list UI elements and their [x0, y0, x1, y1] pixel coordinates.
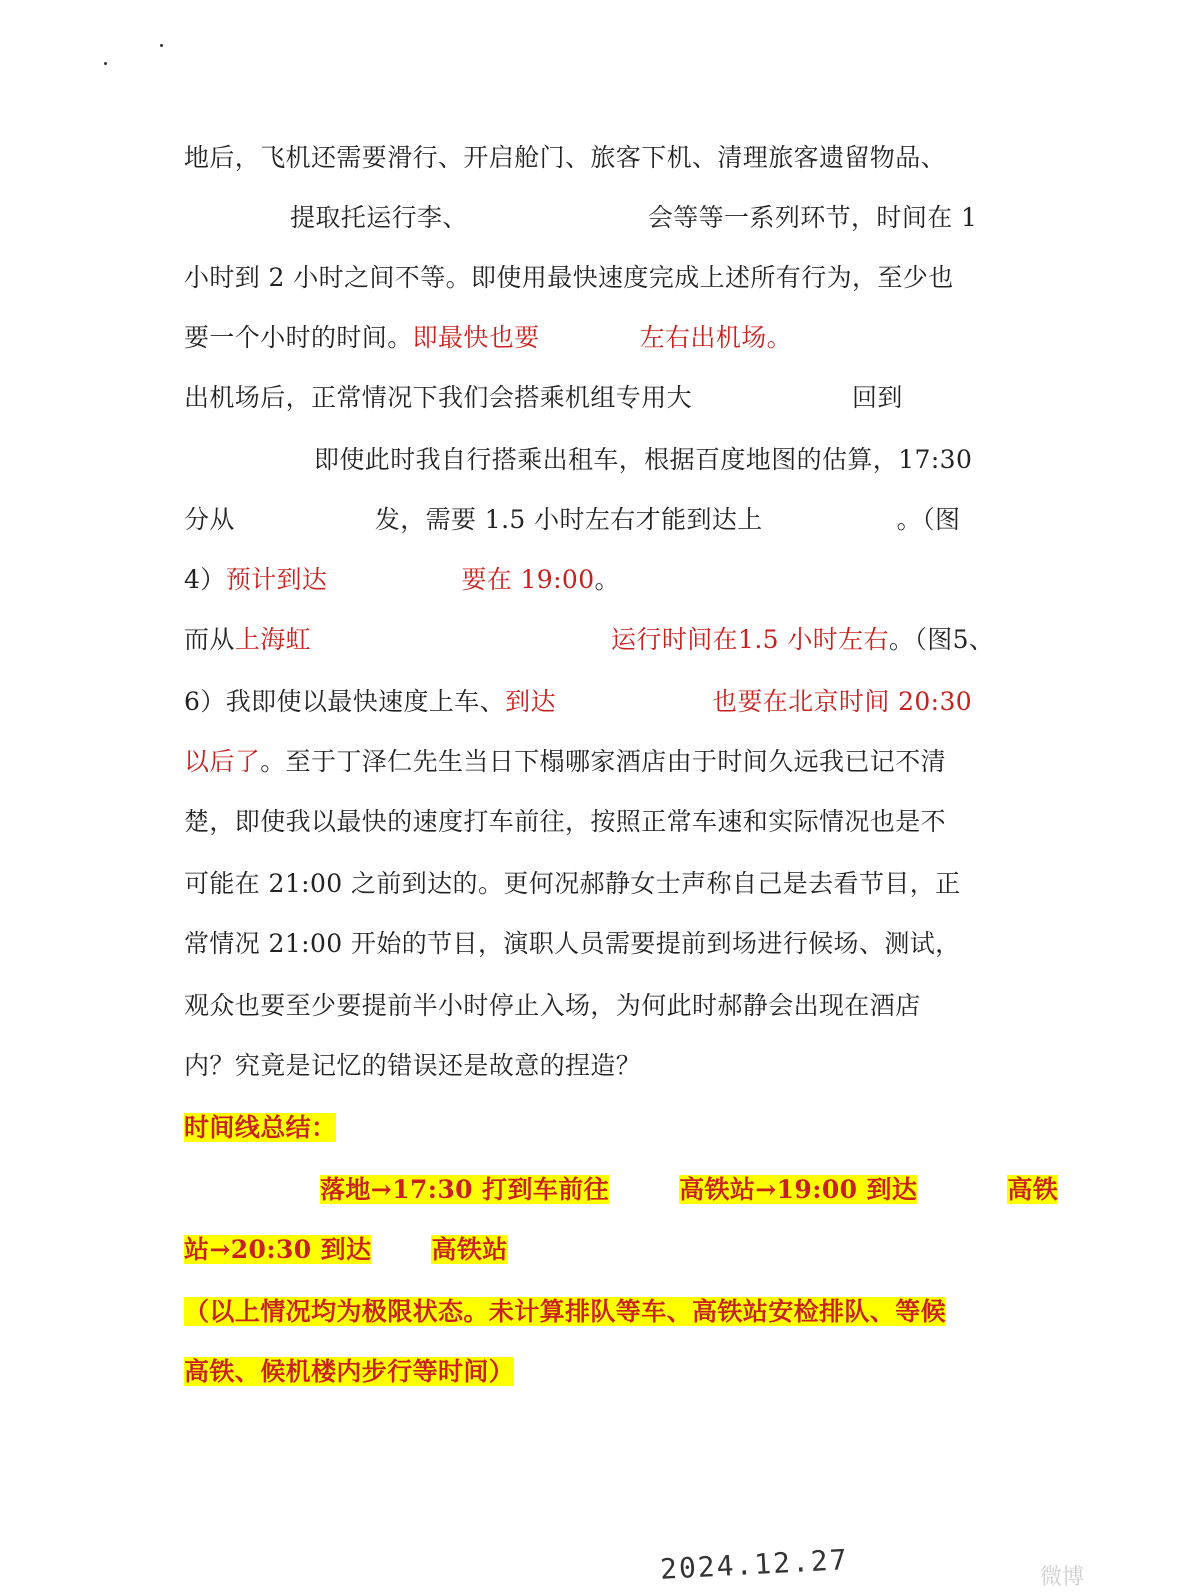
redaction [184, 1173, 320, 1211]
paragraph-line-8 [184, 558, 620, 602]
text-run: 提取托运行李、 [290, 203, 468, 232]
redaction [468, 204, 648, 236]
highlight-block [184, 1235, 508, 1264]
paragraph-line-13 [184, 862, 961, 906]
text-run: 。（图 [896, 505, 961, 534]
text-run-red: 运行时间在1.5 小时左右 [611, 625, 889, 654]
timeline-summary-line-4 [184, 1350, 514, 1394]
paragraph-line-6 [184, 438, 972, 482]
paragraph-line-4 [184, 316, 792, 360]
timeline-summary-heading [184, 1106, 336, 1150]
paragraph-line-3 [184, 256, 954, 300]
highlighted-heading: 时间线总结： [184, 1113, 337, 1142]
redaction [235, 506, 375, 538]
text-run-red: 也要在北京时间 20:30 [711, 687, 973, 716]
text-run: 分从 [184, 505, 235, 534]
text-run-red: 高铁 [1007, 1175, 1059, 1204]
paragraph-line-11 [184, 740, 946, 784]
text-run: 即使此时我自行搭乘出租车，根据百度地图的估算，17:30 [314, 445, 973, 474]
text-run: 观众也要至少要提前半小时停止入场，为何此时郝静会出现在酒店 [184, 991, 921, 1020]
timeline-summary-line-2 [184, 1228, 508, 1272]
text-run: 内？究竟是记忆的错误还是故意的捏造？ [184, 1051, 642, 1080]
paragraph-line-7 [184, 498, 960, 542]
text-run: 小时到 2 小时之间不等。即使用最快速度完成上述所有行为，至少也 [184, 263, 954, 292]
text-run: 。 [594, 565, 620, 594]
redaction [540, 324, 640, 356]
text-run: 可能在 21:00 之前到达的。更何况郝静女士声称自己是去看节目，正 [184, 869, 961, 898]
redaction [556, 688, 712, 720]
text-run-red: 上海虹 [234, 625, 312, 654]
text-run: 要一个小时的时间。 [184, 323, 413, 352]
redaction [327, 566, 461, 598]
text-run-red: 站→20:30 到达 [184, 1235, 372, 1264]
text-run-red: 到达 [505, 687, 556, 716]
text-run: 而从 [184, 625, 235, 654]
paragraph-line-16 [184, 1044, 641, 1088]
paragraph-line-5 [184, 376, 903, 420]
text-run-red: （以上情况均为极限状态。未计算排队等车、高铁站安检排队、等候 [184, 1297, 947, 1326]
text-run-red: 预计到达 [225, 565, 328, 594]
paragraph-line-10 [184, 680, 972, 724]
text-run: 楚，即使我以最快的速度打车前往，按照正常车速和实际情况也是不 [184, 807, 947, 836]
redaction [609, 1173, 679, 1211]
paragraph-line-14 [184, 922, 961, 966]
handwritten-date: 2024.12.27 [659, 1543, 850, 1586]
paragraph-line-9 [184, 618, 994, 662]
scan-speck [160, 44, 163, 47]
redaction [371, 1233, 431, 1271]
paragraph-line-1 [184, 136, 946, 180]
text-run: 4） [184, 565, 226, 594]
redaction [917, 1173, 1007, 1211]
text-run-red: 要在 19:00 [461, 565, 595, 594]
paragraph-line-12 [184, 800, 946, 844]
timeline-summary-line-3 [184, 1290, 946, 1334]
text-run: 。至于丁泽仁先生当日下榻哪家酒店由于时间久远我已记不清 [260, 747, 947, 776]
timeline-summary-line-1 [184, 1168, 1058, 1212]
text-run-red: 左右出机场。 [639, 323, 793, 352]
redaction [763, 506, 897, 538]
watermark: 微博 [1040, 1565, 1085, 1590]
text-run-red: 高铁站→19:00 到达 [679, 1175, 918, 1204]
redaction [311, 626, 611, 658]
text-run-red: 落地→17:30 打到车前往 [320, 1175, 610, 1204]
highlight-block [184, 1175, 1058, 1204]
text-run: 6）我即使以最快速度上车、 [184, 687, 506, 716]
redaction [184, 204, 290, 236]
text-run: 常情况 21:00 开始的节目，演职人员需要提前到场进行候场、测试， [184, 929, 961, 958]
text-run: 回到 [852, 383, 903, 412]
text-run: 发，需要 1.5 小时左右才能到达上 [374, 505, 763, 534]
text-run-red: 即最快也要 [412, 323, 540, 352]
text-run: 出机场后，正常情况下我们会搭乘机组专用大 [184, 383, 693, 412]
redaction [692, 384, 852, 416]
text-run: 地后，飞机还需要滑行、开启舱门、旅客下机、清理旅客遗留物品、 [184, 143, 947, 172]
redaction [184, 446, 314, 478]
text-run-red: 以后了 [184, 747, 261, 776]
scan-speck [104, 62, 107, 65]
paragraph-line-15 [184, 984, 921, 1028]
text-run: 。（图5、 [888, 625, 995, 654]
text-run: 会等等一系列环节，时间在 1 [647, 203, 978, 232]
text-run-red: 高铁、候机楼内步行等时间） [184, 1357, 515, 1386]
text-run-red: 高铁站 [431, 1235, 508, 1264]
paragraph-line-2 [184, 196, 977, 240]
